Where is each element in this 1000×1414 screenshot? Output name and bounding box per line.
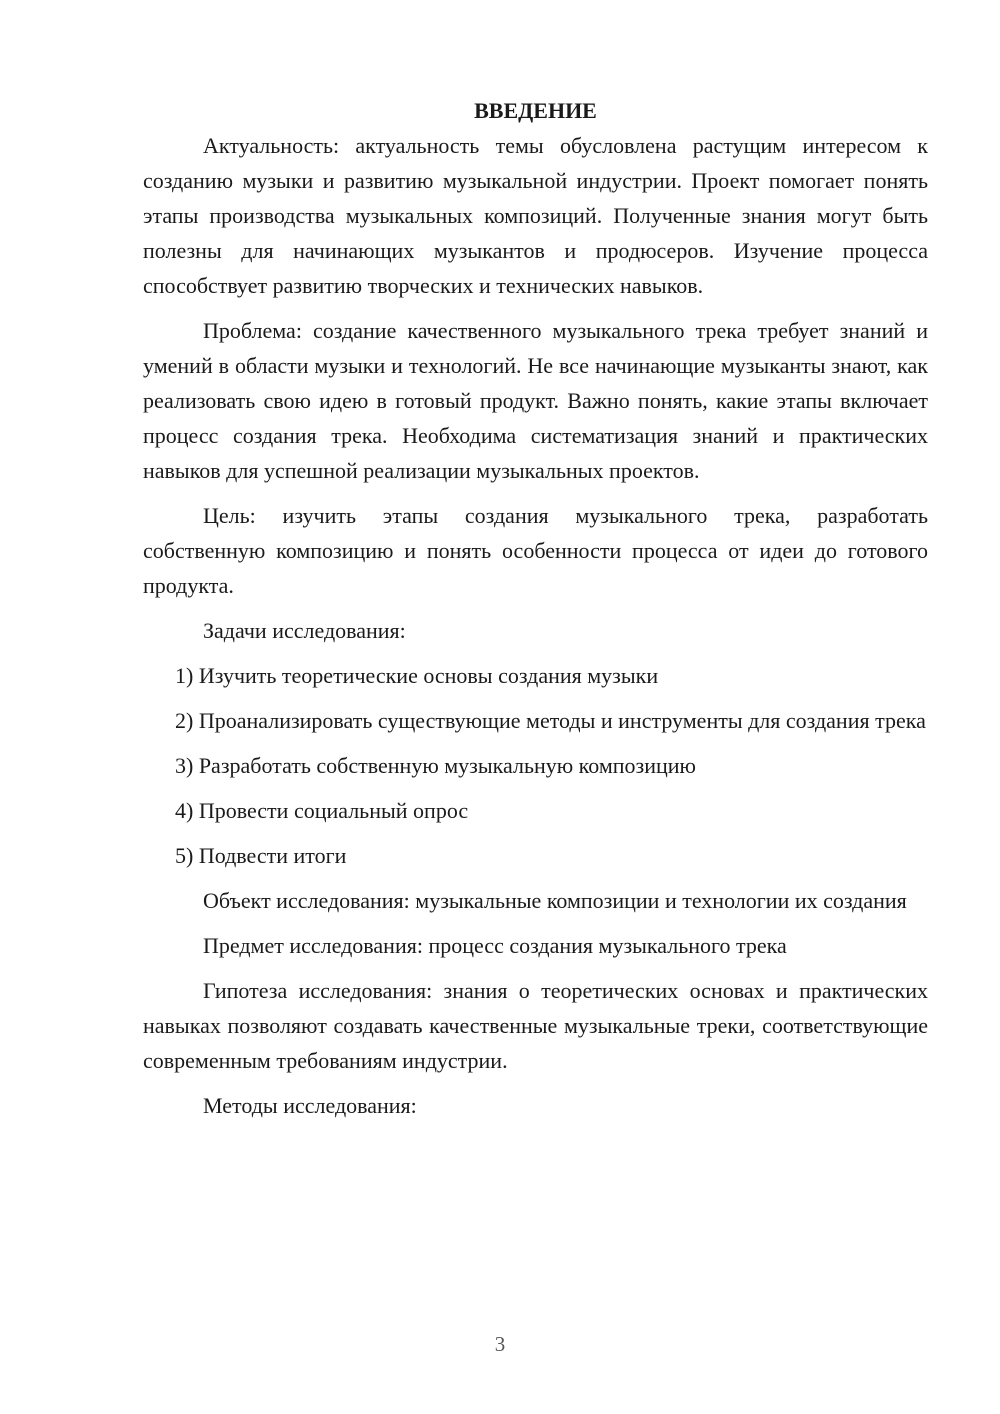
task-item-4: 4) Провести социальный опрос [175,798,469,823]
paragraph-object: Объект исследования: музыкальные композиции и технологии их создания [203,888,907,913]
paragraph-methods: Методы исследования: [203,1093,417,1118]
task-item-1: 1) Изучить теоретические основы создания музыки [175,663,659,688]
document-page [143,94,928,1133]
paragraph-hypothesis: Гипотеза исследования: знания о теоретических основах и практических навыках позволяют создавать качественные музыкальные треки, соответствующие современным требованиям индустрии. [143,978,928,1073]
page-number: 3 [494,1332,506,1356]
task-item-2: 2) Проанализировать существующие методы и инструменты для создания трека [175,708,926,733]
paragraph-relevance: Актуальность: актуальность темы обусловлена растущим интересом к созданию музыки и развитию музыкальной индустрии. Проект помогает понять этапы производства музыкальных композиций. Полученные знания могут быть полезны для начинающих музыкантов и продюсеров. Изучение процесса способствует развитию творческих и технических навыков. [143,133,928,298]
paragraph-subject: Предмет исследования: процесс создания музыкального трека [203,933,787,958]
section-title: ВВЕДЕНИЕ [474,98,597,123]
paragraph-problem: Проблема: создание качественного музыкального трека требует знаний и умений в области музыки и технологий. Не все начинающие музыканты знают, как реализовать свою идею в готовый продукт. Важно понять, какие этапы включает процесс создания трека. Необходима систематизация знаний и практических навыков для успешной реализации музыкальных проектов. [143,318,928,483]
paragraph-goal: Цель: изучить этапы создания музыкального трека, разработать собственную композицию и понять особенности процесса от идеи до готового продукта. [143,503,928,598]
paragraph-tasks-heading: Задачи исследования: [203,618,406,643]
task-item-3: 3) Разработать собственную музыкальную композицию [175,753,696,778]
task-item-5: 5) Подвести итоги [175,843,347,868]
